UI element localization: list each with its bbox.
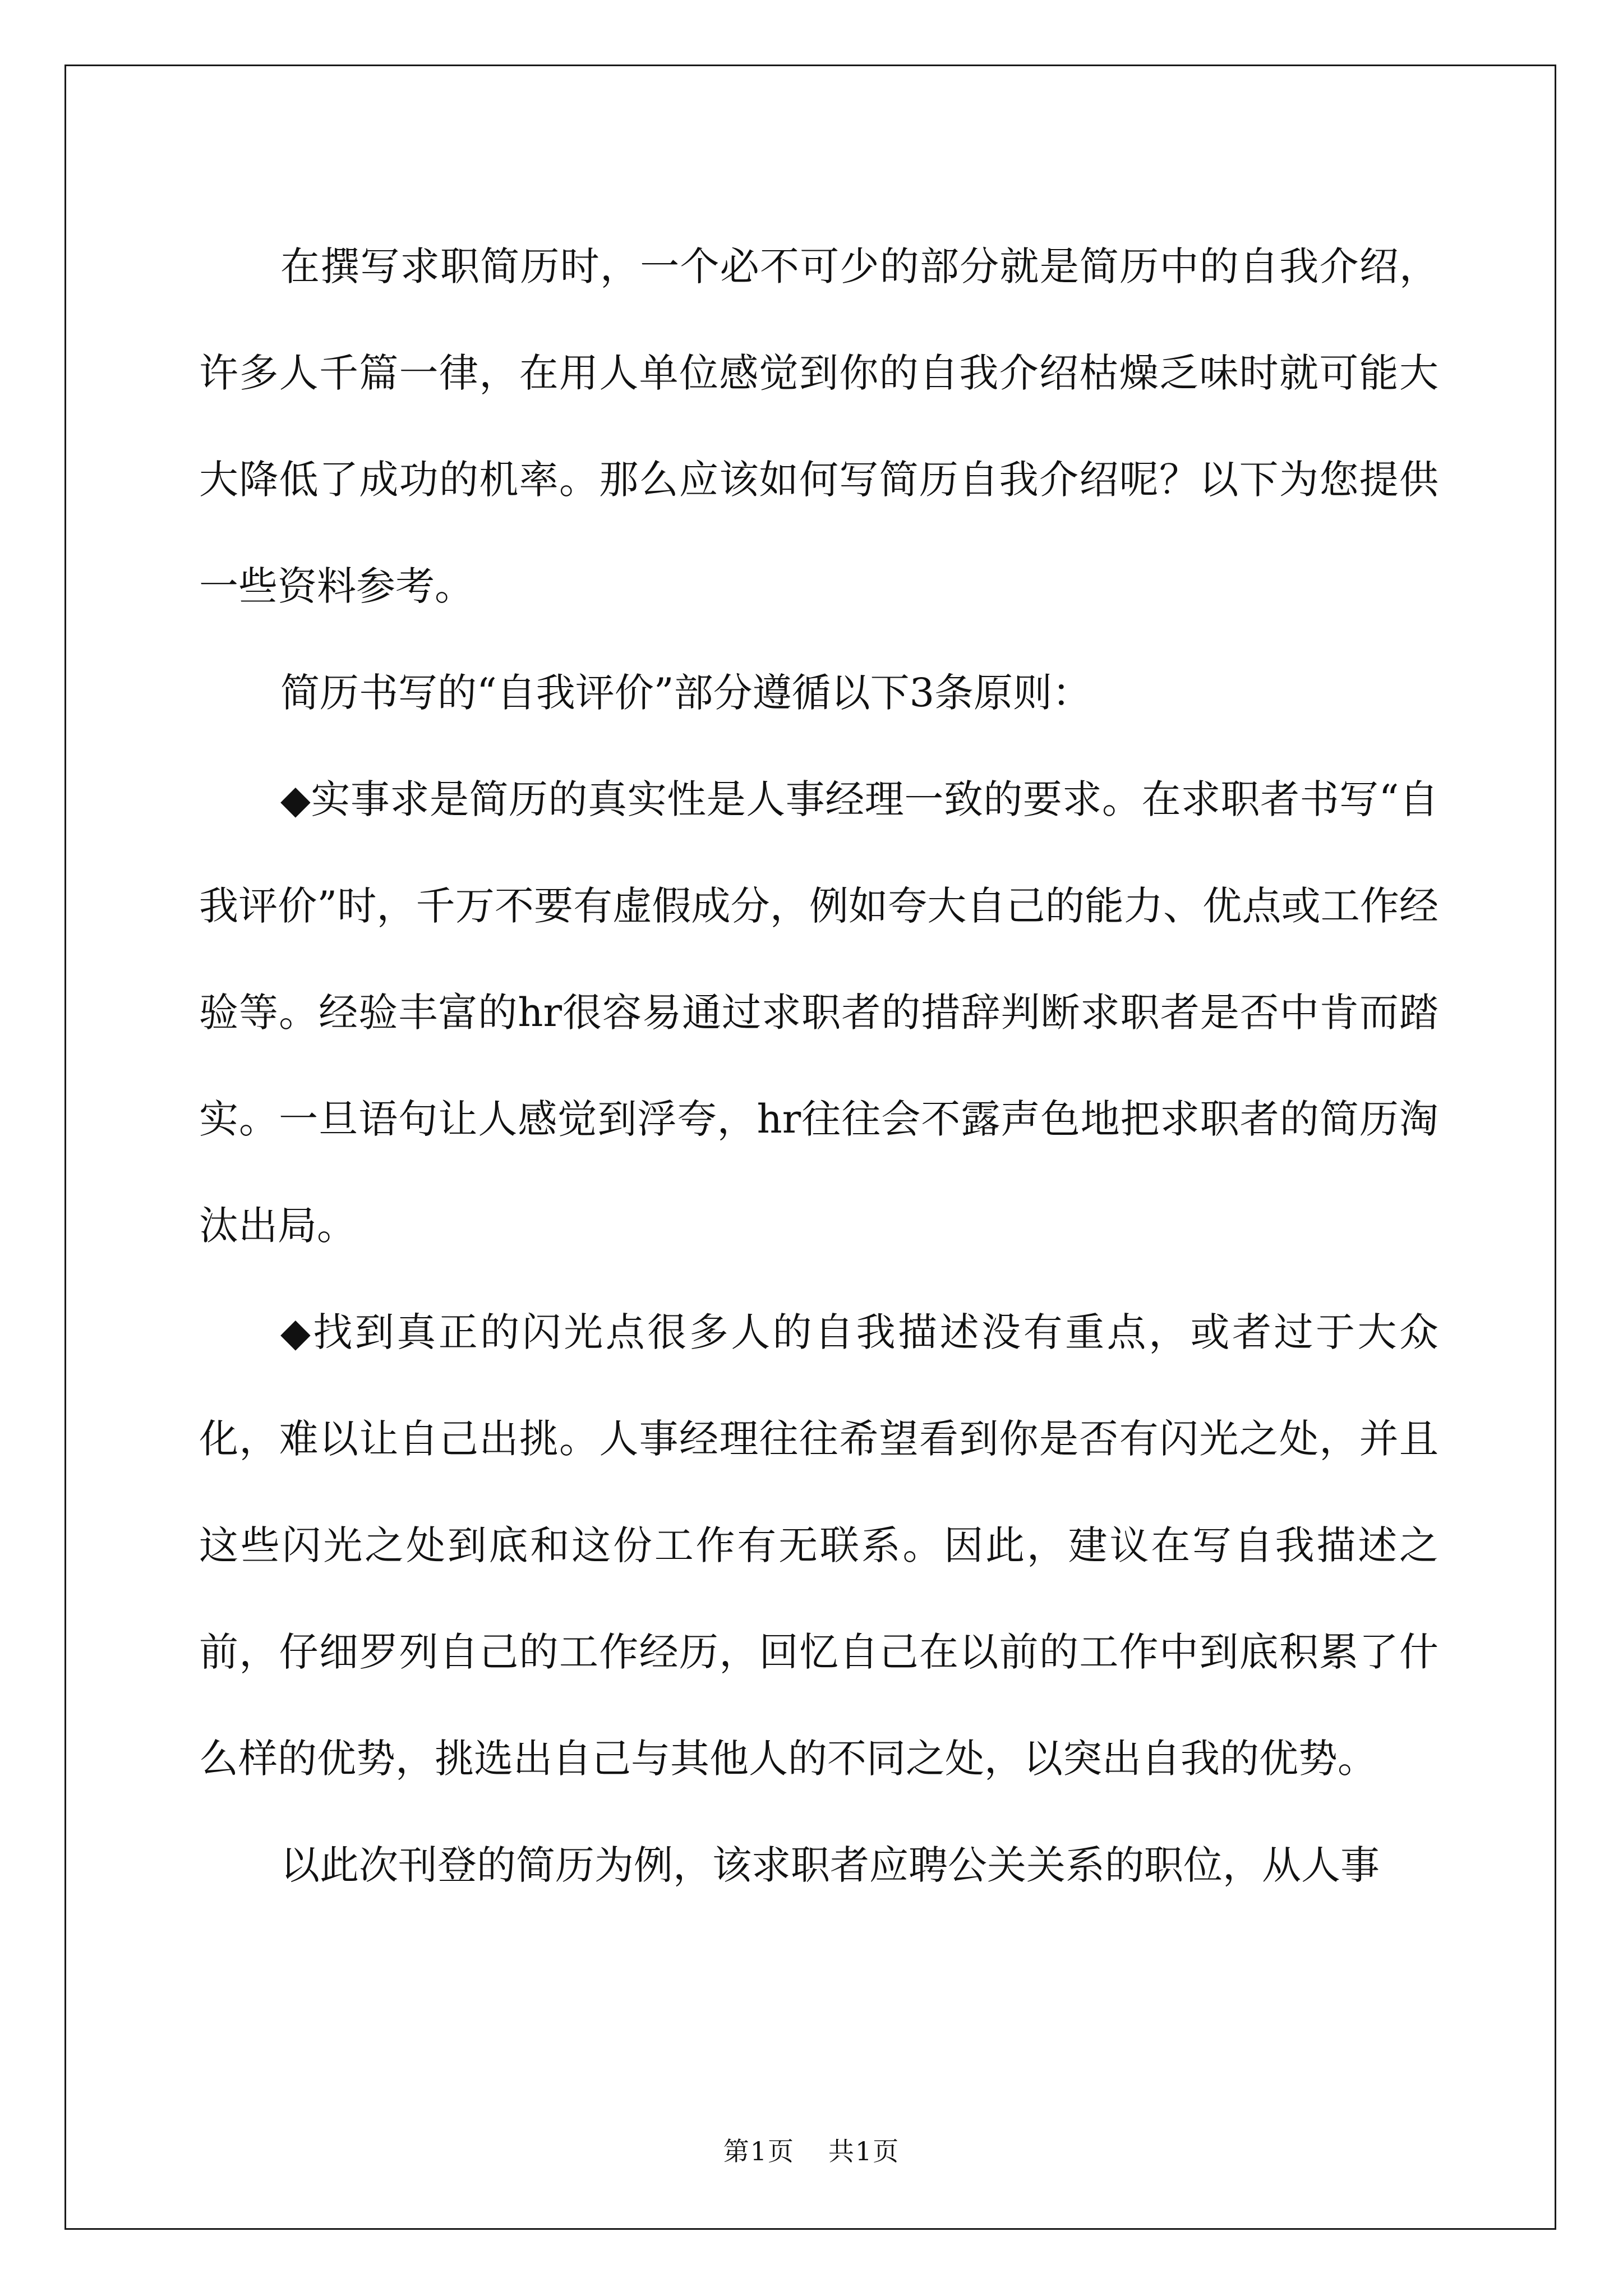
document-body xyxy=(199,213,1438,1918)
paragraph-example: 以此次刊登的简历为例，该求职者应聘公关关系的职位，从人事 xyxy=(280,1842,1380,1888)
page-number-total: 共1页 xyxy=(828,2136,900,2166)
paragraph-principle-highlight: ◆找到真正的闪光点很多人的自我描述没有重点，或者过于大众化，难以让自己出挑。人事经理往往希望看到你是否有闪光之处，并且这些闪光之处到底和这份工作有无联系。因此，建议在写自我描述之前，仔细罗列自己的工作经历，回忆自己在以前的工作中到底积累了什么样的优势，挑选出自己与其他人的不同之处，以突出自我的优势。 xyxy=(199,1309,1438,1782)
page-number-current: 第1页 xyxy=(723,2136,795,2166)
paragraph-intro: 在撰写求职简历时，一个必不可少的部分就是简历中的自我介绍，许多人千篇一律，在用人单位感觉到你的自我介绍枯燥乏味时就可能大大降低了成功的机率。那么应该如何写简历自我介绍呢？以下为您提供一些资料参考。 xyxy=(199,243,1438,609)
paragraph-principle-truthful: ◆实事求是简历的真实性是人事经理一致的要求。在求职者书写“自我评价”时，千万不要有虚假成分，例如夸大自己的能力、优点或工作经验等。经验丰富的hr很容易通过求职者的措辞判断求职者是否中肯而踏实。一旦语句让人感觉到浮夸，hr往往会不露声色地把求职者的简历淘汰出局。 xyxy=(199,776,1438,1249)
page-footer xyxy=(0,2134,1623,2168)
paragraph-principles-heading: 简历书写的“自我评价”部分遵循以下3条原则： xyxy=(280,670,1092,716)
